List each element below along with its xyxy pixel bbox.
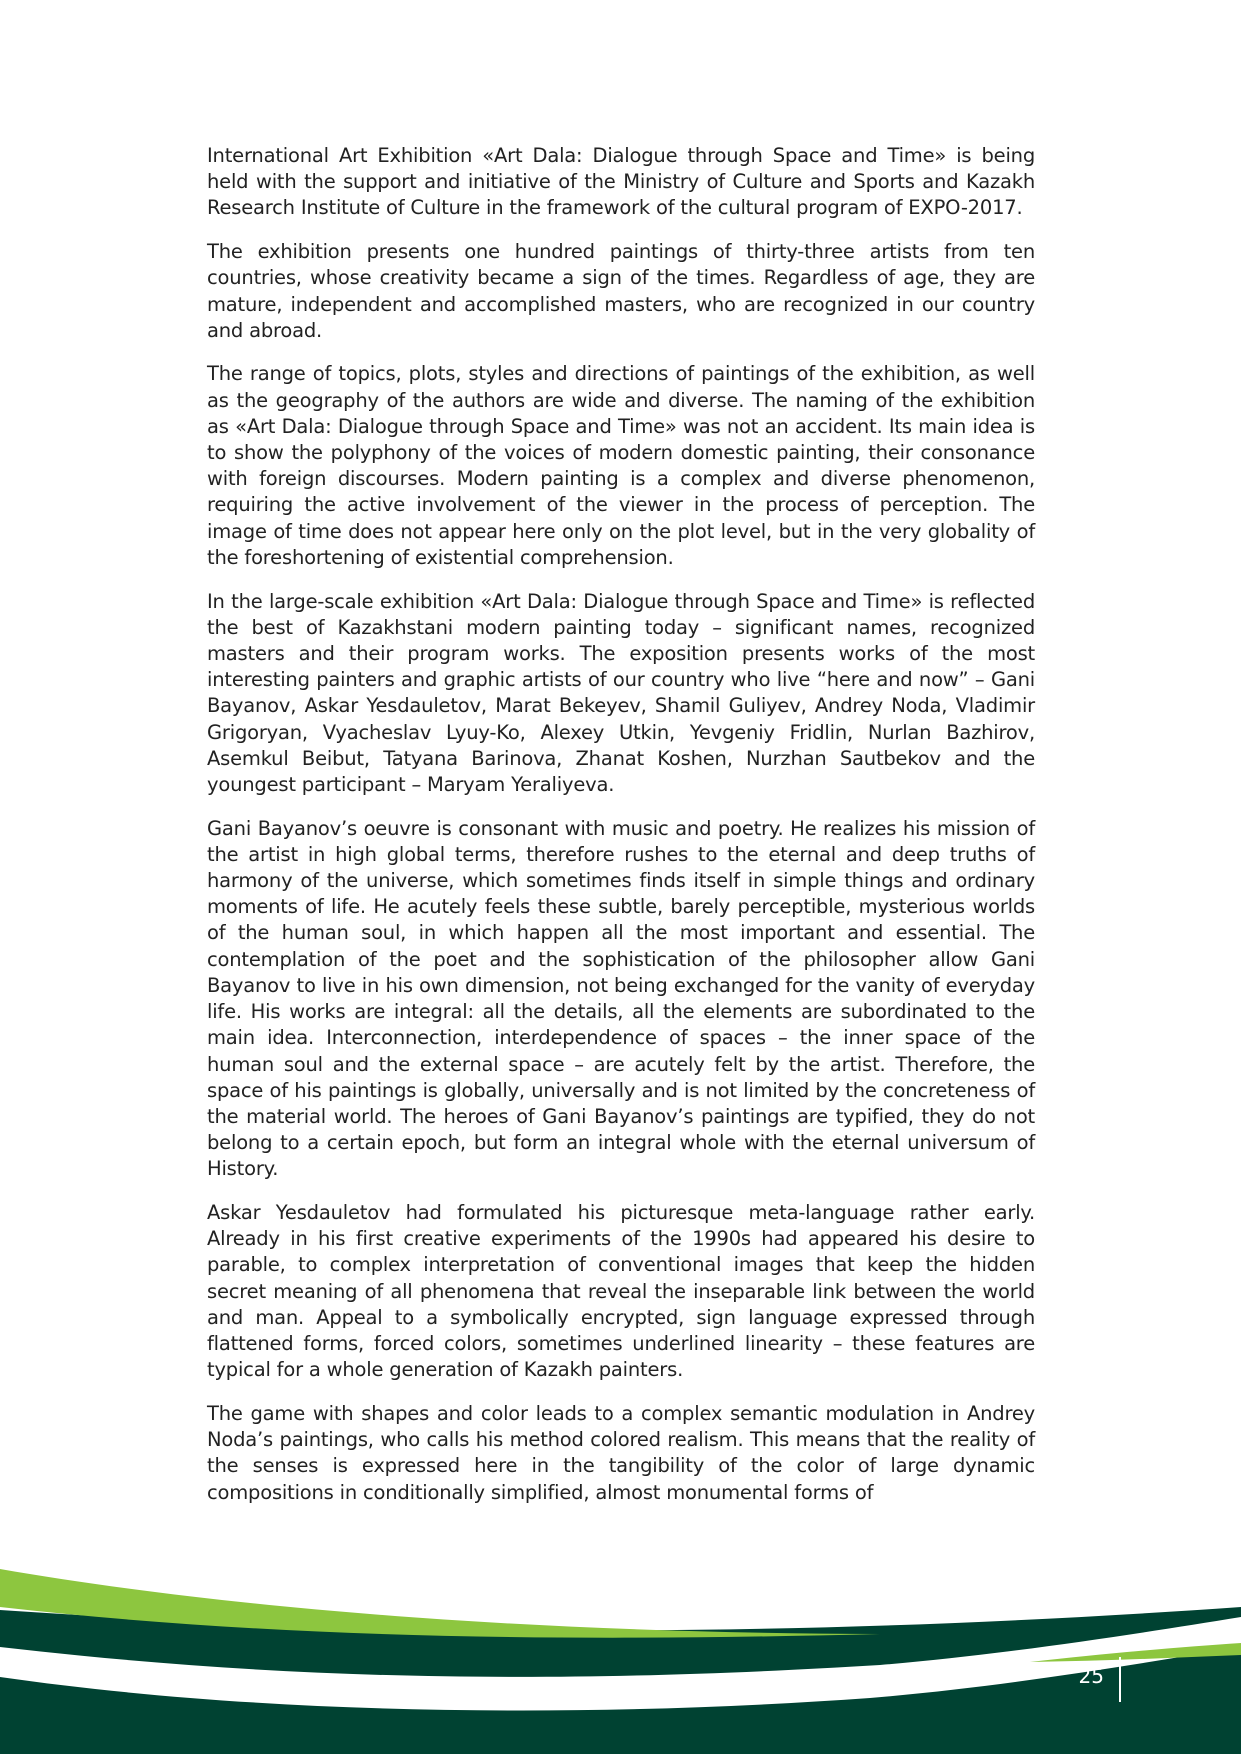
paragraph-artists: In the large-scale exhibition «Art Dala: Dialogue through Space and Time» is reflected the best of Kazakhstani modern painting today – significant names, recognized masters and their program works. The exposition presents works of the most interesting painters and graphic artists of our country who live “here and now” – Gani Bayanov, Askar Yesdauletov, Marat Bekeyev, Shamil Guliyev, Andrey Noda, Vladimir Grigoryan, Vyacheslav Lyuy-Ko, Alexey Utkin, Yevgeniy Fridlin, Nurlan Bazhirov, Asemkul Beibut, Tatyana Barinova, Zhanat Koshen, Nurzhan Sautbekov and the youngest participant – Maryam Yeraliyeva. xyxy=(207,589,1035,796)
paragraph-noda: The game with shapes and color leads to a complex semantic modulation in Andrey Noda’s paintings, who calls his method colored realism. This means that the reality of the senses is expressed here in the tangibility of the color of large dynamic compositions in conditionally simplified, almost monumental forms of xyxy=(207,1401,1035,1504)
paragraph-overview: The exhibition presents one hundred paintings of thirty-three artists from ten countries, whose creativity became a sign of the times. Regardless of age, they are mature, independent and accomplished masters, who are recognized in our country and abroad. xyxy=(207,240,1035,342)
paragraph-yesdauletov: Askar Yesdauletov had formulated his picturesque meta-language rather early. Already in his first creative experiments of the 1990s had appeared his desire to parable, to complex interpretation of conventional images that keep the hidden secret meaning of all phenomena that reveal the inseparable link between the world and man. Appeal to a symbolically encrypted, sign language expressed through flattened forms, forced colors, sometimes underlined linearity – these features are typical for a whole generation of Kazakh painters. xyxy=(207,1201,1035,1382)
footer-wave-decoration xyxy=(0,1555,1241,1754)
body-text xyxy=(207,143,1035,1523)
page-number: 25 xyxy=(1078,1664,1104,1688)
page-number-divider xyxy=(1119,1657,1121,1702)
paragraph-bayanov: Gani Bayanov’s oeuvre is consonant with music and poetry. He realizes his mission of the artist in high global terms, therefore rushes to the eternal and deep truths of harmony of the universe, which sometimes finds itself in simple things and ordinary moments of life. He acutely feels these subtle, barely perceptible, mysterious worlds of the human soul, in which happen all the most important and essential. The contemplation of the poet and the sophistication of the philosopher allow Gani Bayanov to live in his own dimension, not being exchanged for the vanity of everyday life. His works are integral: all the details, all the elements are subordinated to the main idea. Interconnection, interdependence of spaces – the inner space of the human soul and the external space – are acutely felt by the artist. Therefore, the space of his paintings is globally, universally and is not limited by the concreteness of the material world. The heroes of Gani Bayanov’s paintings are typified, they do not belong to a certain epoch, but form an integral whole with the eternal universum of History. xyxy=(207,816,1035,1181)
paragraph-intro: International Art Exhibition «Art Dala: Dialogue through Space and Time» is being held with the support and initiative of the Ministry of Culture and Sports and Kazakh Research Institute of Culture in the framework of the cultural program of EXPO-2017. xyxy=(207,144,1035,220)
paragraph-themes: The range of topics, plots, styles and directions of paintings of the exhibition, as well as the geography of the authors are wide and diverse. The naming of the exhibition as «Art Dala: Dialogue through Space and Time» was not an accident. Its main idea is to show the polyphony of the voices of modern domestic painting, their consonance with foreign discourses. Modern painting is a complex and diverse phenomenon, requiring the active involvement of the viewer in the process of perception. The image of time does not appear here only on the plot level, but in the very globality of the foreshortening of existential comprehension. xyxy=(207,362,1035,569)
